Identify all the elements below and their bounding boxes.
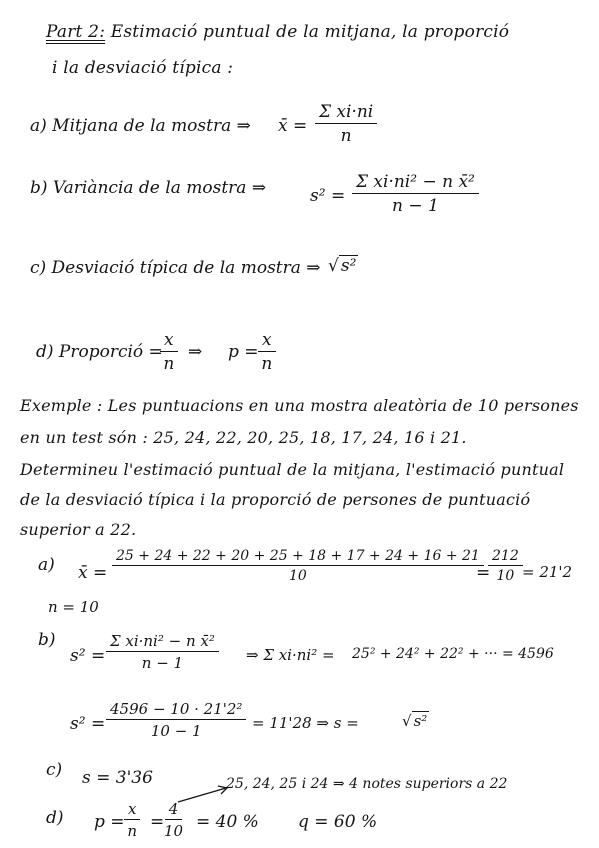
solution-d-q: q = 60 % [298, 812, 378, 832]
example-line-2: en un test són : 25, 24, 22, 20, 25, 18, 17, 24, 16 i 21. [20, 428, 467, 447]
solution-a-label: a) [38, 555, 55, 575]
formula-a-denominator: n [340, 126, 352, 146]
solution-c-value: s = 3'36 [82, 768, 153, 788]
formula-b-fraction [352, 172, 479, 216]
solution-a-equals: = [476, 563, 491, 583]
formula-d-label: d) Proporció = [36, 342, 163, 362]
solution-b-denominator: n − 1 [141, 654, 184, 672]
solution-b2-lhs: s² = [70, 714, 106, 734]
formula-d-fraction [160, 330, 178, 374]
solution-b-lhs: s² = [70, 646, 106, 666]
solution-a-denominator: 10 [289, 568, 307, 584]
solution-a-fraction-2 [488, 548, 523, 584]
solution-d-fraction-2 [164, 800, 183, 840]
formula-c-radicand: s² [340, 256, 357, 276]
solution-b-sum: 25² + 24² + 22² + ··· = 4596 [352, 646, 554, 662]
solution-b-numerator: Σ xi·ni² − n x̄² [106, 632, 219, 652]
formula-a-lhs: x̄ = [278, 116, 308, 136]
solution-d-result: = 40 % [196, 812, 259, 832]
solution-d-label: d) [46, 808, 64, 828]
solution-d-denominator-2: 10 [164, 822, 184, 840]
formula-c-sqrt: √ s² [328, 256, 357, 276]
solution-b2-numerator: 4596 − 10 · 21'2² [106, 700, 246, 720]
solution-b-label: b) [38, 630, 56, 650]
solution-d-numerator: x [124, 800, 140, 820]
formula-b-label: b) Variància de la mostra ⇒ [30, 178, 267, 198]
example-line-5: superior a 22. [20, 520, 137, 539]
solution-a-numerator-2: 212 [488, 548, 523, 566]
solution-b2-radicand: s² [413, 712, 428, 730]
heading-line-2: i la desviació típica : [52, 58, 234, 78]
formula-c-label: c) Desviació típica de la mostra ⇒ [30, 258, 321, 278]
sample-size-note: n = 10 [48, 598, 99, 616]
formula-a-fraction [315, 102, 377, 146]
formula-d-numerator-2: x [258, 330, 276, 352]
formula-d-denominator: n [163, 354, 175, 374]
example-line-4: de la desviació típica i la proporció de persones de puntuació [20, 490, 531, 509]
solution-d-denominator: n [127, 822, 138, 840]
solution-d-numerator-2: 4 [165, 800, 183, 820]
solution-c-label: c) [46, 760, 63, 780]
formula-a-label: a) Mitjana de la mostra ⇒ [30, 116, 251, 136]
formula-d-fraction-2 [258, 330, 276, 374]
solution-d-fraction [124, 800, 140, 840]
solution-b-middle: ⇒ Σ xi·ni² = [246, 646, 335, 664]
solution-b2-denominator: 10 − 1 [150, 722, 202, 740]
solution-b2-sqrt: √ s² [402, 712, 428, 730]
solution-a-lhs: x̄ = [78, 563, 108, 583]
solution-d-lhs: p = [94, 812, 125, 832]
solution-b-fraction [106, 632, 219, 672]
formula-b-lhs: s² = [310, 186, 346, 206]
example-line-1: Exemple : Les puntuacions en una mostra aleatòria de 10 persones [20, 396, 579, 415]
formula-b-numerator: Σ xi·ni² − n x̄² [352, 172, 479, 194]
formula-d-arrow: ⇒ [188, 342, 203, 362]
formula-d-p: p = [228, 342, 259, 362]
solution-b2-result: = 11'28 ⇒ s = [252, 714, 359, 732]
solution-d-equals: = [150, 812, 165, 832]
solution-b2-fraction [106, 700, 246, 740]
formula-a-numerator: Σ xi·ni [315, 102, 377, 124]
part-label: Part 2: [46, 22, 106, 42]
formula-b-denominator: n − 1 [392, 196, 439, 216]
solution-d-arrow [176, 782, 232, 804]
example-line-3: Determineu l'estimació puntual de la mitjana, l'estimació puntual [20, 460, 565, 479]
heading-title: Estimació puntual de la mitjana, la proporció [110, 22, 510, 42]
solution-d-note: 25, 24, 25 i 24 ⇒ 4 notes superiors a 22 [226, 776, 508, 792]
solution-a-fraction [112, 548, 484, 584]
solution-a-denominator-2: 10 [496, 568, 515, 584]
formula-d-denominator-2: n [261, 354, 273, 374]
solution-a-result: = 21'2 [522, 563, 573, 581]
heading-line-1 [46, 22, 509, 42]
solution-a-numerator: 25 + 24 + 22 + 20 + 25 + 18 + 17 + 24 + 16 + 21 [112, 548, 484, 566]
formula-d-numerator: x [160, 330, 178, 352]
